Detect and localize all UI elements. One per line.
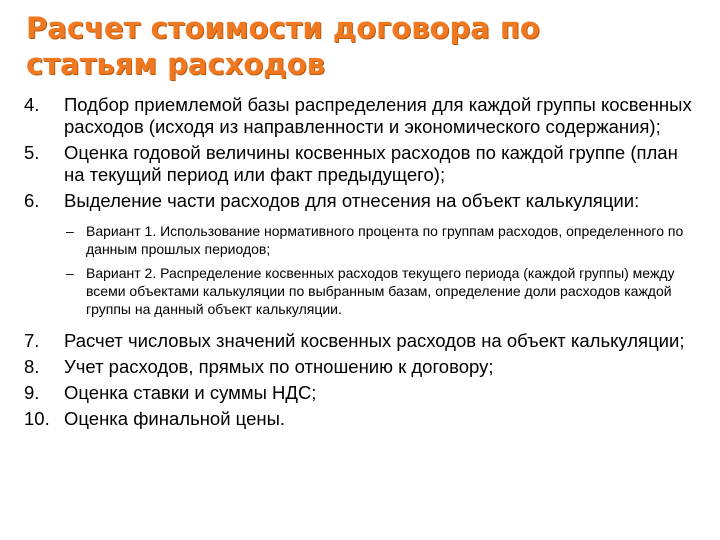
item-number: 9.: [24, 382, 40, 403]
dash-bullet: –: [66, 223, 74, 239]
item-text: Оценка ставки и суммы НДС;: [64, 382, 317, 403]
list-item: [24, 382, 696, 404]
item-number: 7.: [24, 330, 40, 351]
list-item: [24, 330, 696, 352]
slide-content: [24, 94, 696, 434]
slide-title: Расчет стоимости договора по статьям расходов: [26, 11, 540, 81]
list-item: [24, 356, 696, 378]
item-number: 6.: [24, 190, 40, 211]
item-text: Подбор приемлемой базы распределения для каждой группы косвенных расходов (исходя из направленности и экономического содержания);: [64, 94, 692, 137]
item-number: 4.: [24, 94, 40, 115]
sub-item-text: Вариант 1. Использование нормативного процента по группам расходов, определенного по данным прошлых периодов;: [86, 223, 684, 257]
list-item: [24, 94, 696, 138]
dash-bullet: –: [66, 265, 74, 281]
list-item: [24, 142, 696, 186]
list-item: [24, 190, 696, 212]
item-text: Выделение части расходов для отнесения на объект калькуляции:: [64, 190, 640, 211]
item-number: 8.: [24, 356, 40, 377]
sub-list-item: [24, 264, 696, 318]
item-text: Оценка финальной цены.: [64, 408, 286, 429]
sub-item-text: Вариант 2. Распределение косвенных расходов текущего периода (каждой группы) между всеми объектами калькуляции по выбранным базам, определение доли расходов каждой группы на данный объект калькуляции.: [86, 265, 675, 317]
item-number: 10.: [24, 408, 50, 429]
item-text: Расчет числовых значений косвенных расходов на объект калькуляции;: [64, 330, 685, 351]
sub-list: [24, 222, 696, 318]
item-number: 5.: [24, 142, 40, 163]
sub-list-item: [24, 222, 696, 258]
list-item: [24, 408, 696, 430]
item-text: Оценка годовой величины косвенных расходов по каждой группе (план на текущий период или факт предыдущего);: [64, 142, 678, 185]
item-text: Учет расходов, прямых по отношению к договору;: [64, 356, 494, 377]
